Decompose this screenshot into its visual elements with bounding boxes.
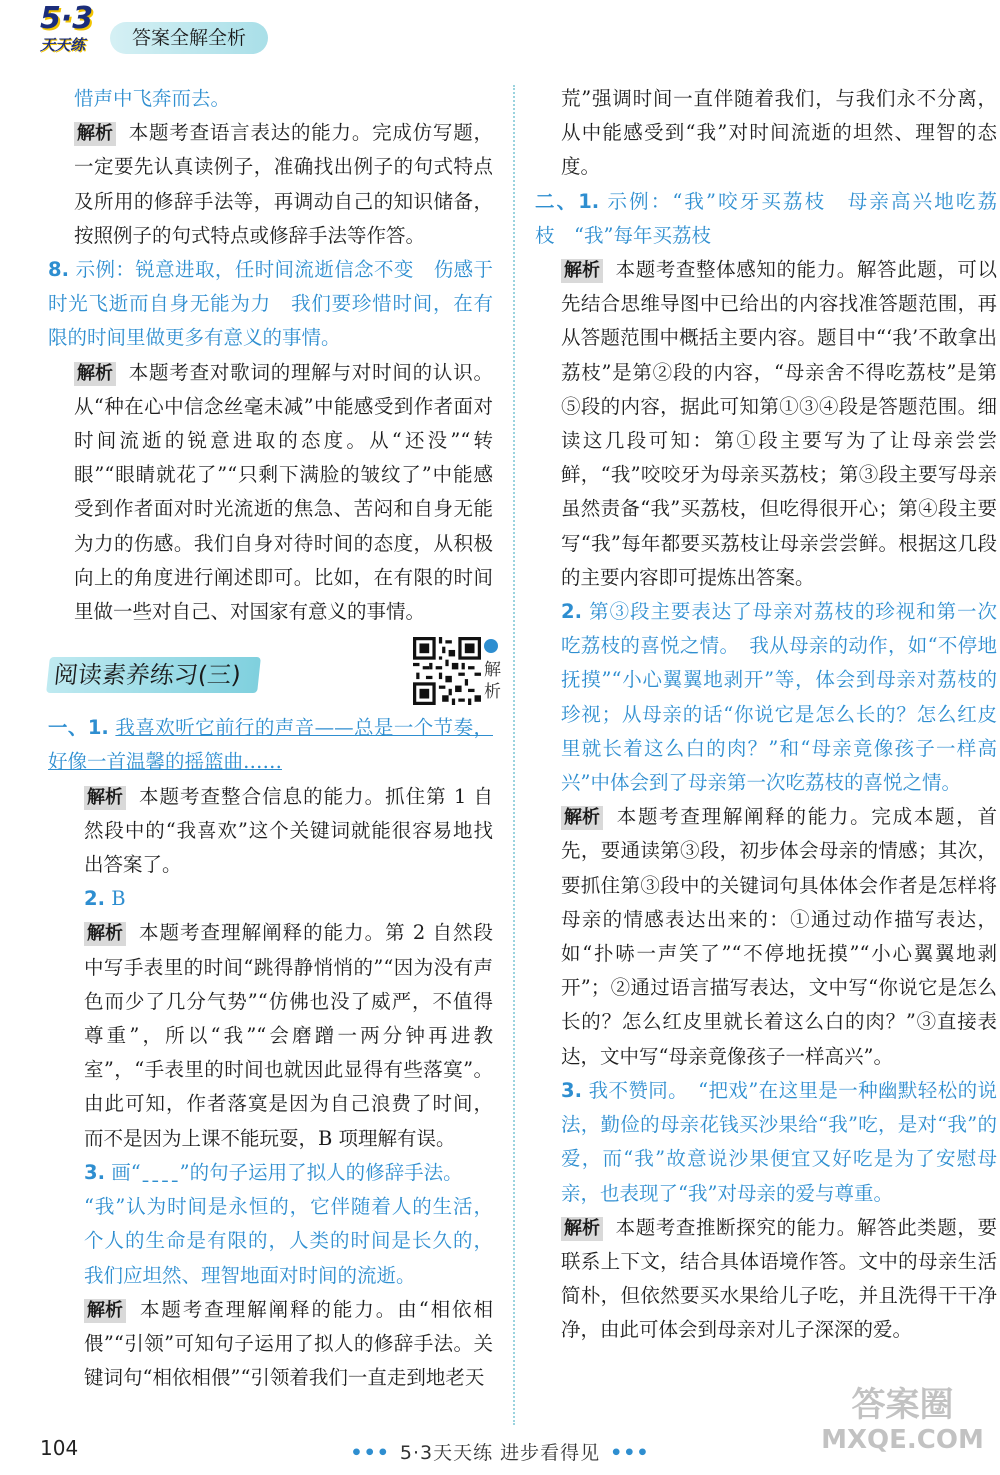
explanation-text: 本题考查理解阐释的能力。由“相依相偎”“引领”可知句子运用了拟人的修辞手法。关键词句“相依相偎”“引领着我们一直走到地老天 [84,1297,493,1390]
answer-s1-3 [48,1156,493,1190]
logo-sub-text: 天天练 [40,36,86,54]
left-column [48,82,501,1395]
question-number: 3. [84,1160,105,1184]
explanation-continuation: 荒”强调时间一直伴随着我们，与我们永不分离，从中能感受到“我”对时间流逝的坦然、理智的态度。 [561,87,997,179]
explanation-tag: 解析 [561,259,603,283]
answer-text-a: 画“ˍˍˍˍ”的句子运用了拟人的修辞手法。 [111,1160,463,1184]
explanation-text: 本题考查整体感知的能力。解答此题，可以先结合思维导图中已给出的内容找准答题范围，再从答题范围中概括主要内容。题目中“‘我’不敢拿出荔枝”是第②段的内容，“母亲舍不得吃荔枝”是第⑤段的内容，据此可知第①③④段是答题范围。细读这几段可知：第①段主要写为了让母亲尝尝鲜，“我”咬咬牙为母亲买荔枝；第③段主要写母亲虽然责备“我”买荔枝，但吃得很开心；第④段主要写“我”每年都要买荔枝让母亲尝尝鲜。根据这几段的主要内容即可提炼出答案。 [561,258,997,589]
explanation-s1-3 [48,1293,493,1396]
answer-s1-2 [48,882,493,916]
explanation-s1-1 [48,780,493,883]
question-number: 二、1. [535,189,600,213]
explanation-text: 本题考查整合信息的能力。抓住第 1 自然段中的“我喜欢”这个关键词就能很容易地找出答案了。 [84,784,493,877]
explanation-tag: 解析 [74,362,116,386]
answer-s2-1 [535,185,997,253]
explanation-tag: 解析 [561,1217,603,1241]
logo-main-text: 5·3 [40,1,94,36]
column-divider [513,85,515,1425]
explanation-text: 本题考查语言表达的能力。完成仿写题，一定要先认真读例子，准确找出例子的句式特点及所用的修辞手法等，再调动自己的知识储备，按照例子的句式特点或修辞手法等作答。 [74,121,493,247]
answer-s1-3-detail: “我”认为时间是永恒的，它伴随着人的生活，个人的生命是有限的，人类的时间是长久的，我们应坦然、理智地面对时间的流逝。 [84,1195,493,1287]
explanation-s1-2 [48,916,493,1155]
right-column [535,82,997,1348]
explanation-text: 本题考查理解阐释的能力。完成本题，首先，要通读第③段，初步体会母亲的情感；其次，要抓住第③段中的关键词句具体体会作者是怎样将母亲的情感表达出来的：①通过动作描写表达，如“扑哧一声笑了”“不停地抚摸”“小心翼翼地剥开”；②通过语言描写表达，文中写“你说它是怎么长的？怎么红皮里就长着这么白的肉？”③直接表达，文中写“母亲竟像孩子一样高兴”。 [561,805,997,1068]
answer-text: 示例：锐意进取，任时间流逝信念不变 伤感于时光飞逝而自身无能为力 我们要珍惜时间，在有限的时间里做更多有意义的事情。 [48,258,493,350]
explanation-8 [48,356,493,630]
explanation-7 [48,116,493,253]
answer-continuation: 惜声中飞奔而去。 [74,87,231,110]
question-number: 8. [48,258,69,282]
explanation-s2-2 [535,800,997,1074]
question-number: 3. [561,1078,582,1102]
header-title: 答案全解全析 [110,22,268,54]
watermark-line1: 答案圈 [851,1385,954,1425]
explanation-text: 本题考查对歌词的理解与对时间的认识。从“种在心中信念丝毫未减”中能感受到作者面对时间流逝的锐意进取的态度。从“还没”“转眼”“眼睛就花了”“只剩下满脸的皱纹了”中能感受到作者面对时光流逝的焦急、苦闷和自身无能为力的伤感。我们自身对待时间的态度，从积极向上的角度进行阐述即可。比如，在有限的时间里做一些对自己、对国家有意义的事情。 [74,360,493,624]
dots-left: ••• [350,1442,390,1464]
explanation-tag: 解析 [74,122,116,146]
question-number: 一、1. [48,716,109,740]
page-header [0,0,1000,70]
slogan-text: 5·3天天练 进步看得见 [399,1442,601,1464]
explanation-tag: 解析 [84,786,126,810]
answer-s1-1 [48,711,493,779]
answer-text: 第③段主要表达了母亲对荔枝的珍视和第一次吃荔枝的喜悦之情。 我从母亲的动作，如“不停地抚摸”“小心翼翼地剥开”等，体会到母亲对荔枝的珍视；从母亲的话“你说它是怎么长的？怎么红皮里就长着这么白的肉？”和“母亲竟像孩子一样高兴”中体会到了母亲第一次吃荔枝的喜悦之情。 [561,600,997,795]
qr-side-label [484,637,504,703]
explanation-text: 本题考查理解阐释的能力。第 2 自然段中写手表里的时间“跳得静悄悄的”“因为没有声色而少了几分气势”“仿佛也没了威严，不值得尊重”，所以“我”“会磨蹭一两分钟再进教室”，“手表里的时间也就因此显得有些落寞”。由此可知，作者落寞是因为自己浪费了时间，而不是因为上课不能玩耍，B 项理解有误。 [84,921,493,1150]
watermark-line2: MXQE.COM [821,1425,984,1455]
answer-s2-3 [535,1074,997,1211]
explanation-s2-1 [535,253,997,595]
answer-s2-2 [535,595,997,800]
explanation-text: 本题考查推断探究的能力。解答此类题，要联系上下文，结合具体语境作答。文中的母亲生活简朴，但依然要买水果给儿子吃，并且洗得干干净净，由此可体会到母亲对儿子深深的爱。 [561,1215,997,1342]
answer-text: 我不赞同。 “把戏”在这里是一种幽默轻松的说法，勤俭的母亲花钱买沙果给“我”吃，是对“我”的爱，而“我”故意说沙果便宜又好吃是为了安慰母亲，也表现了“我”对母亲的爱与尊重。 [561,1078,997,1205]
qr-label: 解析 [484,660,501,703]
play-icon [484,639,498,653]
explanation-tag: 解析 [84,922,126,946]
explanation-tag: 解析 [561,806,603,830]
answer-text: B [111,887,126,911]
page-number: 104 [40,1436,79,1460]
answer-text: 我喜欢听它前行的声音——总是一个节奏，好像一首温馨的摇篮曲…… [48,716,493,774]
brand-logo [40,1,102,60]
answer-8 [48,253,493,356]
question-number: 2. [561,600,582,624]
dots-right: ••• [610,1442,650,1464]
site-watermark [810,1385,995,1470]
explanation-s2-3 [535,1211,997,1348]
section-title: 阅读素养练习(三) [46,657,261,693]
section-heading-row [48,643,501,709]
answer-text: 示例：“我”咬牙买荔枝 母亲高兴地吃荔枝 “我”每年买荔枝 [535,189,997,247]
question-number: 2. [84,887,105,911]
explanation-tag: 解析 [84,1299,126,1323]
qr-code-icon[interactable] [413,637,481,705]
